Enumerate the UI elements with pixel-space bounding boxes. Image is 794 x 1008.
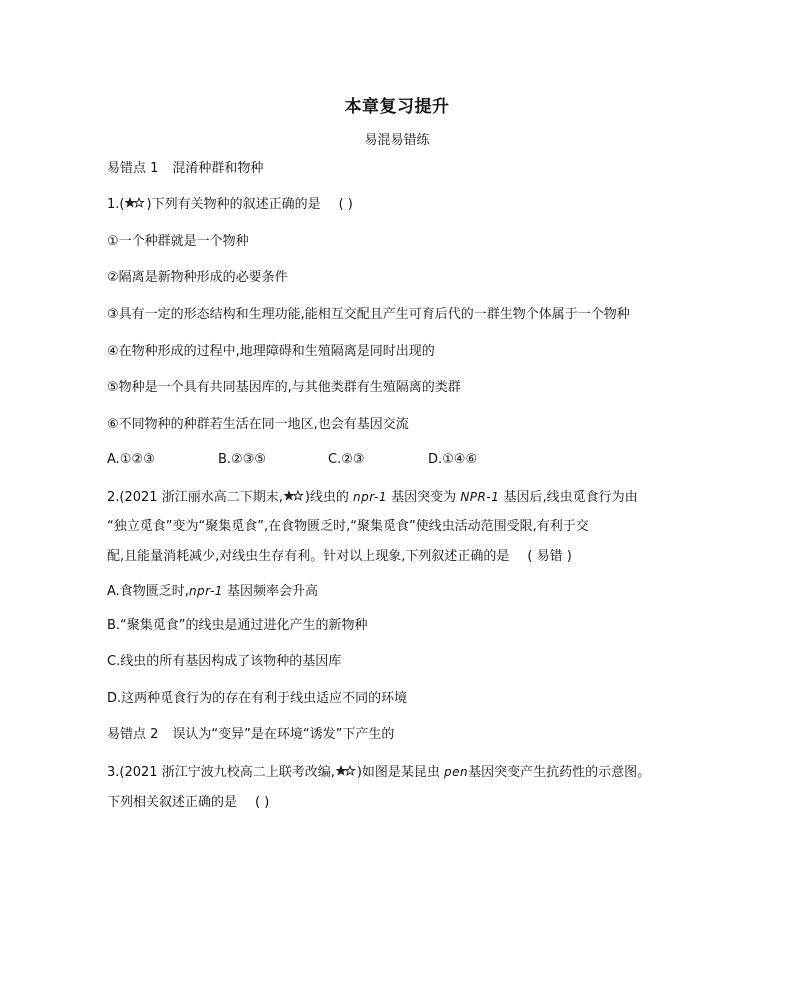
- question-1-number: 1.: [107, 197, 120, 212]
- page-title: 本章复习提升: [344, 97, 450, 117]
- question-3-answer-blank: ( ): [255, 795, 270, 810]
- question-1-stem: 1.( )下列有关物种的叙述正确的是 ( ): [107, 197, 353, 212]
- section-1-heading: [107, 160, 263, 178]
- question-3-text-c: 下列相关叙述正确的是: [107, 795, 238, 810]
- page-subtitle: 易混易错练: [364, 133, 430, 148]
- section-1-title: 混淆种群和物种: [172, 161, 264, 176]
- gene-npr1-option: npr-1: [188, 584, 223, 598]
- question-1-option-d: D.①④⑥: [428, 452, 478, 467]
- section-2-title: 误认为“变异”是在环境“诱发”下产生的: [172, 727, 395, 742]
- question-2-option-d: D.这两种觅食行为的存在有利于线虫适应不同的环境: [107, 691, 408, 706]
- question-1-option-a: A.①②③: [107, 452, 155, 467]
- difficulty-star-icon: [335, 764, 357, 778]
- section-2-label: 易错点 2: [107, 727, 159, 742]
- question-3-number: 3.: [107, 765, 120, 780]
- question-3-source: (2021 浙江宁波九校高二上联考改编,: [119, 765, 335, 780]
- question-1-answer-blank: ( ): [338, 197, 353, 212]
- gene-npr1-upper: NPR-1: [460, 490, 500, 504]
- difficulty-star-icon: [124, 196, 146, 210]
- question-2-line-1: [107, 488, 638, 507]
- statement-6: ⑥不同物种的种群若生活在同一地区,也会有基因交流: [107, 417, 409, 432]
- option-a-text-b: 基因频率会升高: [227, 584, 319, 599]
- gene-npr1-lower: npr-1: [353, 490, 388, 504]
- question-2-option-c: C.线虫的所有基因构成了该物种的基因库: [107, 654, 342, 669]
- statement-3: ③具有一定的形态结构和生理功能,能相互交配且产生可育后代的一群生物个体属于一个物种: [107, 307, 630, 322]
- question-2-text-c: 基因后,线虫觅食行为由: [503, 490, 638, 505]
- section-1-label: 易错点 1: [107, 161, 159, 176]
- statement-4: ④在物种形成的过程中,地理障碍和生殖隔离是同时出现的: [107, 344, 435, 359]
- question-2-tag: ( 易错 ): [527, 549, 572, 564]
- question-3-text-b: 基因突变产生抗药性的示意图。: [468, 765, 651, 780]
- statement-5: ⑤物种是一个具有共同基因库的,与其他类群有生殖隔离的类群: [107, 380, 461, 395]
- question-3-line-2: [107, 794, 269, 812]
- gene-pen: pen: [444, 765, 469, 779]
- section-2-heading: [107, 726, 394, 744]
- question-2-text-b: 基因突变为: [391, 490, 457, 505]
- question-2-source: (2021 浙江丽水高二下期末,: [119, 490, 283, 505]
- question-2-option-a: [107, 582, 318, 601]
- difficulty-star-icon: [283, 489, 305, 503]
- question-2-text-d: 配,且能量消耗减少,对线虫生存有利。针对以上现象,下列叙述正确的是: [107, 549, 510, 564]
- question-2-line-3: [107, 548, 572, 566]
- question-1-option-c: C.②③: [328, 452, 365, 467]
- question-2-line-2: “独立觅食”变为“聚集觅食”,在食物匮乏时,“聚集觅食”使线虫活动范围受限,有利于交: [107, 519, 589, 534]
- question-2-option-b: B.“聚集觅食”的线虫是通过进化产生的新物种: [107, 618, 368, 633]
- question-3-text-a: )如图是某昆虫: [356, 765, 440, 780]
- statement-1: ①一个种群就是一个物种: [107, 234, 249, 249]
- statement-2: ②隔离是新物种形成的必要条件: [107, 270, 288, 285]
- question-2-number: 2.: [107, 490, 120, 505]
- question-1-text: 下列有关物种的叙述正确的是: [151, 197, 321, 212]
- question-1-option-b: B.②③⑤: [218, 452, 267, 467]
- question-2-text-a: )线虫的: [304, 490, 349, 505]
- option-a-text-a: A.食物匮乏时,: [107, 584, 189, 599]
- question-3-line-1: [107, 763, 650, 782]
